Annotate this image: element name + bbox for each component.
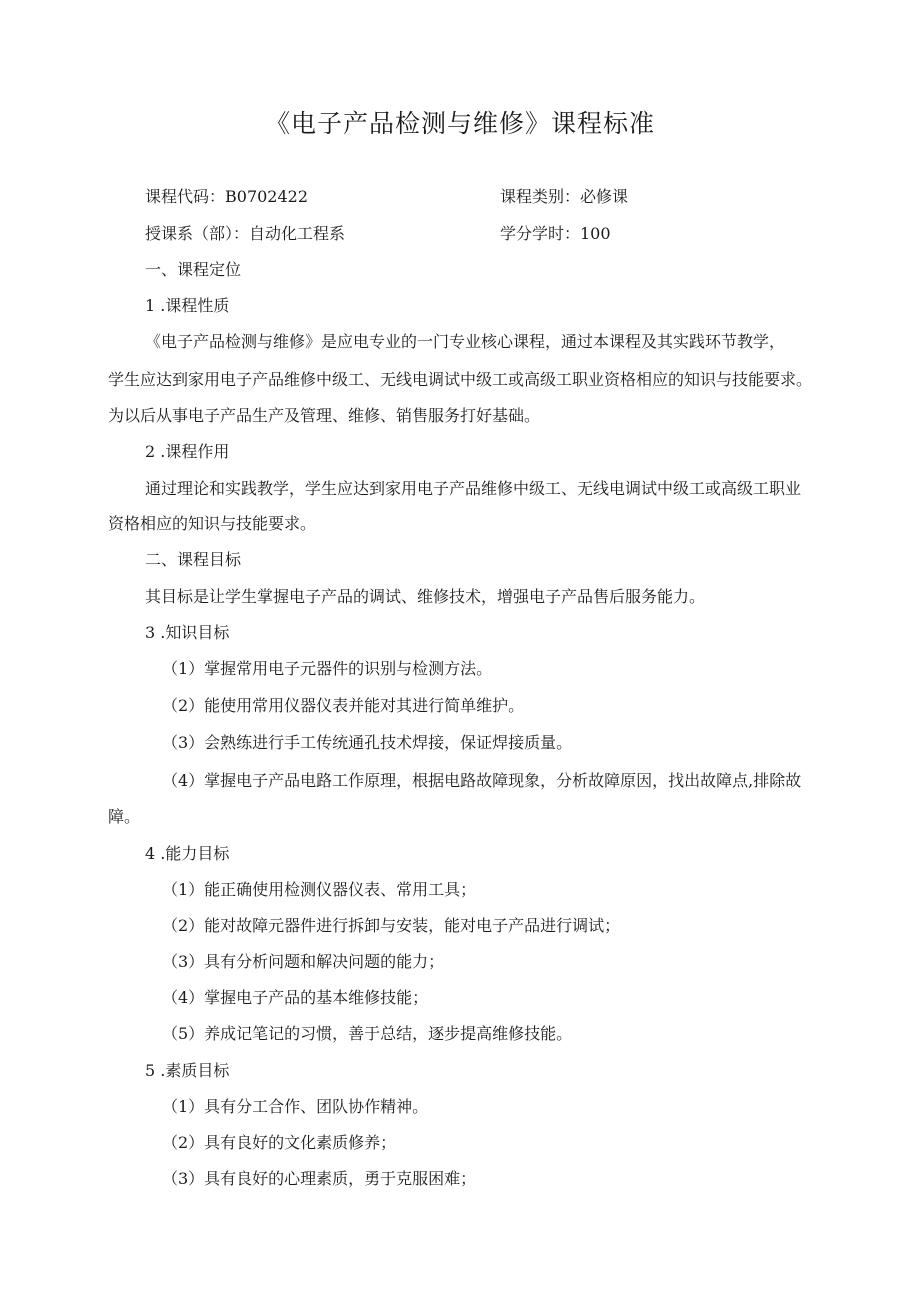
list-item: （2）具有良好的文化素质修养； [162, 1133, 397, 1152]
section-heading-positioning: 一、课程定位 [145, 260, 242, 279]
paragraph-line: 为以后从事电子产品生产及管理、维修、销售服务打好基础。 [108, 406, 541, 425]
course-code: 课程代码：B0702422 [145, 187, 309, 206]
list-item: （4）掌握电子产品电路工作原理，根据电路故障现象，分析故障原因，找出故障点,排除故 [162, 771, 802, 790]
subheading-knowledge: 3 .知识目标 [145, 623, 230, 642]
course-category: 课程类别：必修课 [500, 187, 629, 206]
subheading-quality: 5 .素质目标 [145, 1061, 230, 1080]
subheading-course-role: 2 .课程作用 [145, 442, 230, 461]
list-item: （1）掌握常用电子元器件的识别与检测方法。 [162, 659, 493, 678]
list-item: （3）会熟练进行手工传统通孔技术焊接，保证焊接质量。 [162, 733, 573, 752]
paragraph-line: 通过理论和实践教学，学生应达到家用电子产品维修中级工、无线电调试中级工或高级工职业 [145, 479, 802, 498]
section-heading-objectives: 二、课程目标 [145, 550, 242, 569]
list-item: （3）具有良好的心理素质，勇于克服困难； [162, 1169, 477, 1188]
subheading-course-nature: 1 .课程性质 [145, 296, 230, 315]
list-item: （1）能正确使用检测仪器仪表、常用工具； [162, 880, 477, 899]
list-item-continuation: 障。 [108, 807, 141, 826]
paragraph-line: 学生应达到家用电子产品维修中级工、无线电调试中级工或高级工职业资格相应的知识与技能要求。 [108, 370, 813, 389]
paragraph-line: 其目标是让学生掌握电子产品的调试、维修技术，增强电子产品售后服务能力。 [145, 587, 706, 606]
course-hours: 学分学时：100 [500, 224, 611, 243]
paragraph-line: 《电子产品检测与维修》是应电专业的一门专业核心课程，通过本课程及其实践环节教学， [145, 332, 786, 351]
list-item: （5）养成记笔记的习惯，善于总结，逐步提高维修技能。 [162, 1024, 573, 1043]
list-item: （3）具有分析问题和解决问题的能力； [162, 952, 445, 971]
list-item: （2）能使用常用仪器仪表并能对其进行简单维护。 [162, 696, 525, 715]
document-title: 《电子产品检测与维修》课程标准 [264, 109, 655, 138]
subheading-ability: 4 .能力目标 [145, 844, 230, 863]
list-item: （2）能对故障元器件进行拆卸与安装，能对电子产品进行调试； [162, 916, 621, 935]
course-department: 授课系（部）：自动化工程系 [145, 224, 346, 243]
paragraph-line: 资格相应的知识与技能要求。 [108, 514, 317, 533]
list-item: （1）具有分工合作、团队协作精神。 [162, 1097, 429, 1116]
list-item: （4）掌握电子产品的基本维修技能； [162, 988, 429, 1007]
